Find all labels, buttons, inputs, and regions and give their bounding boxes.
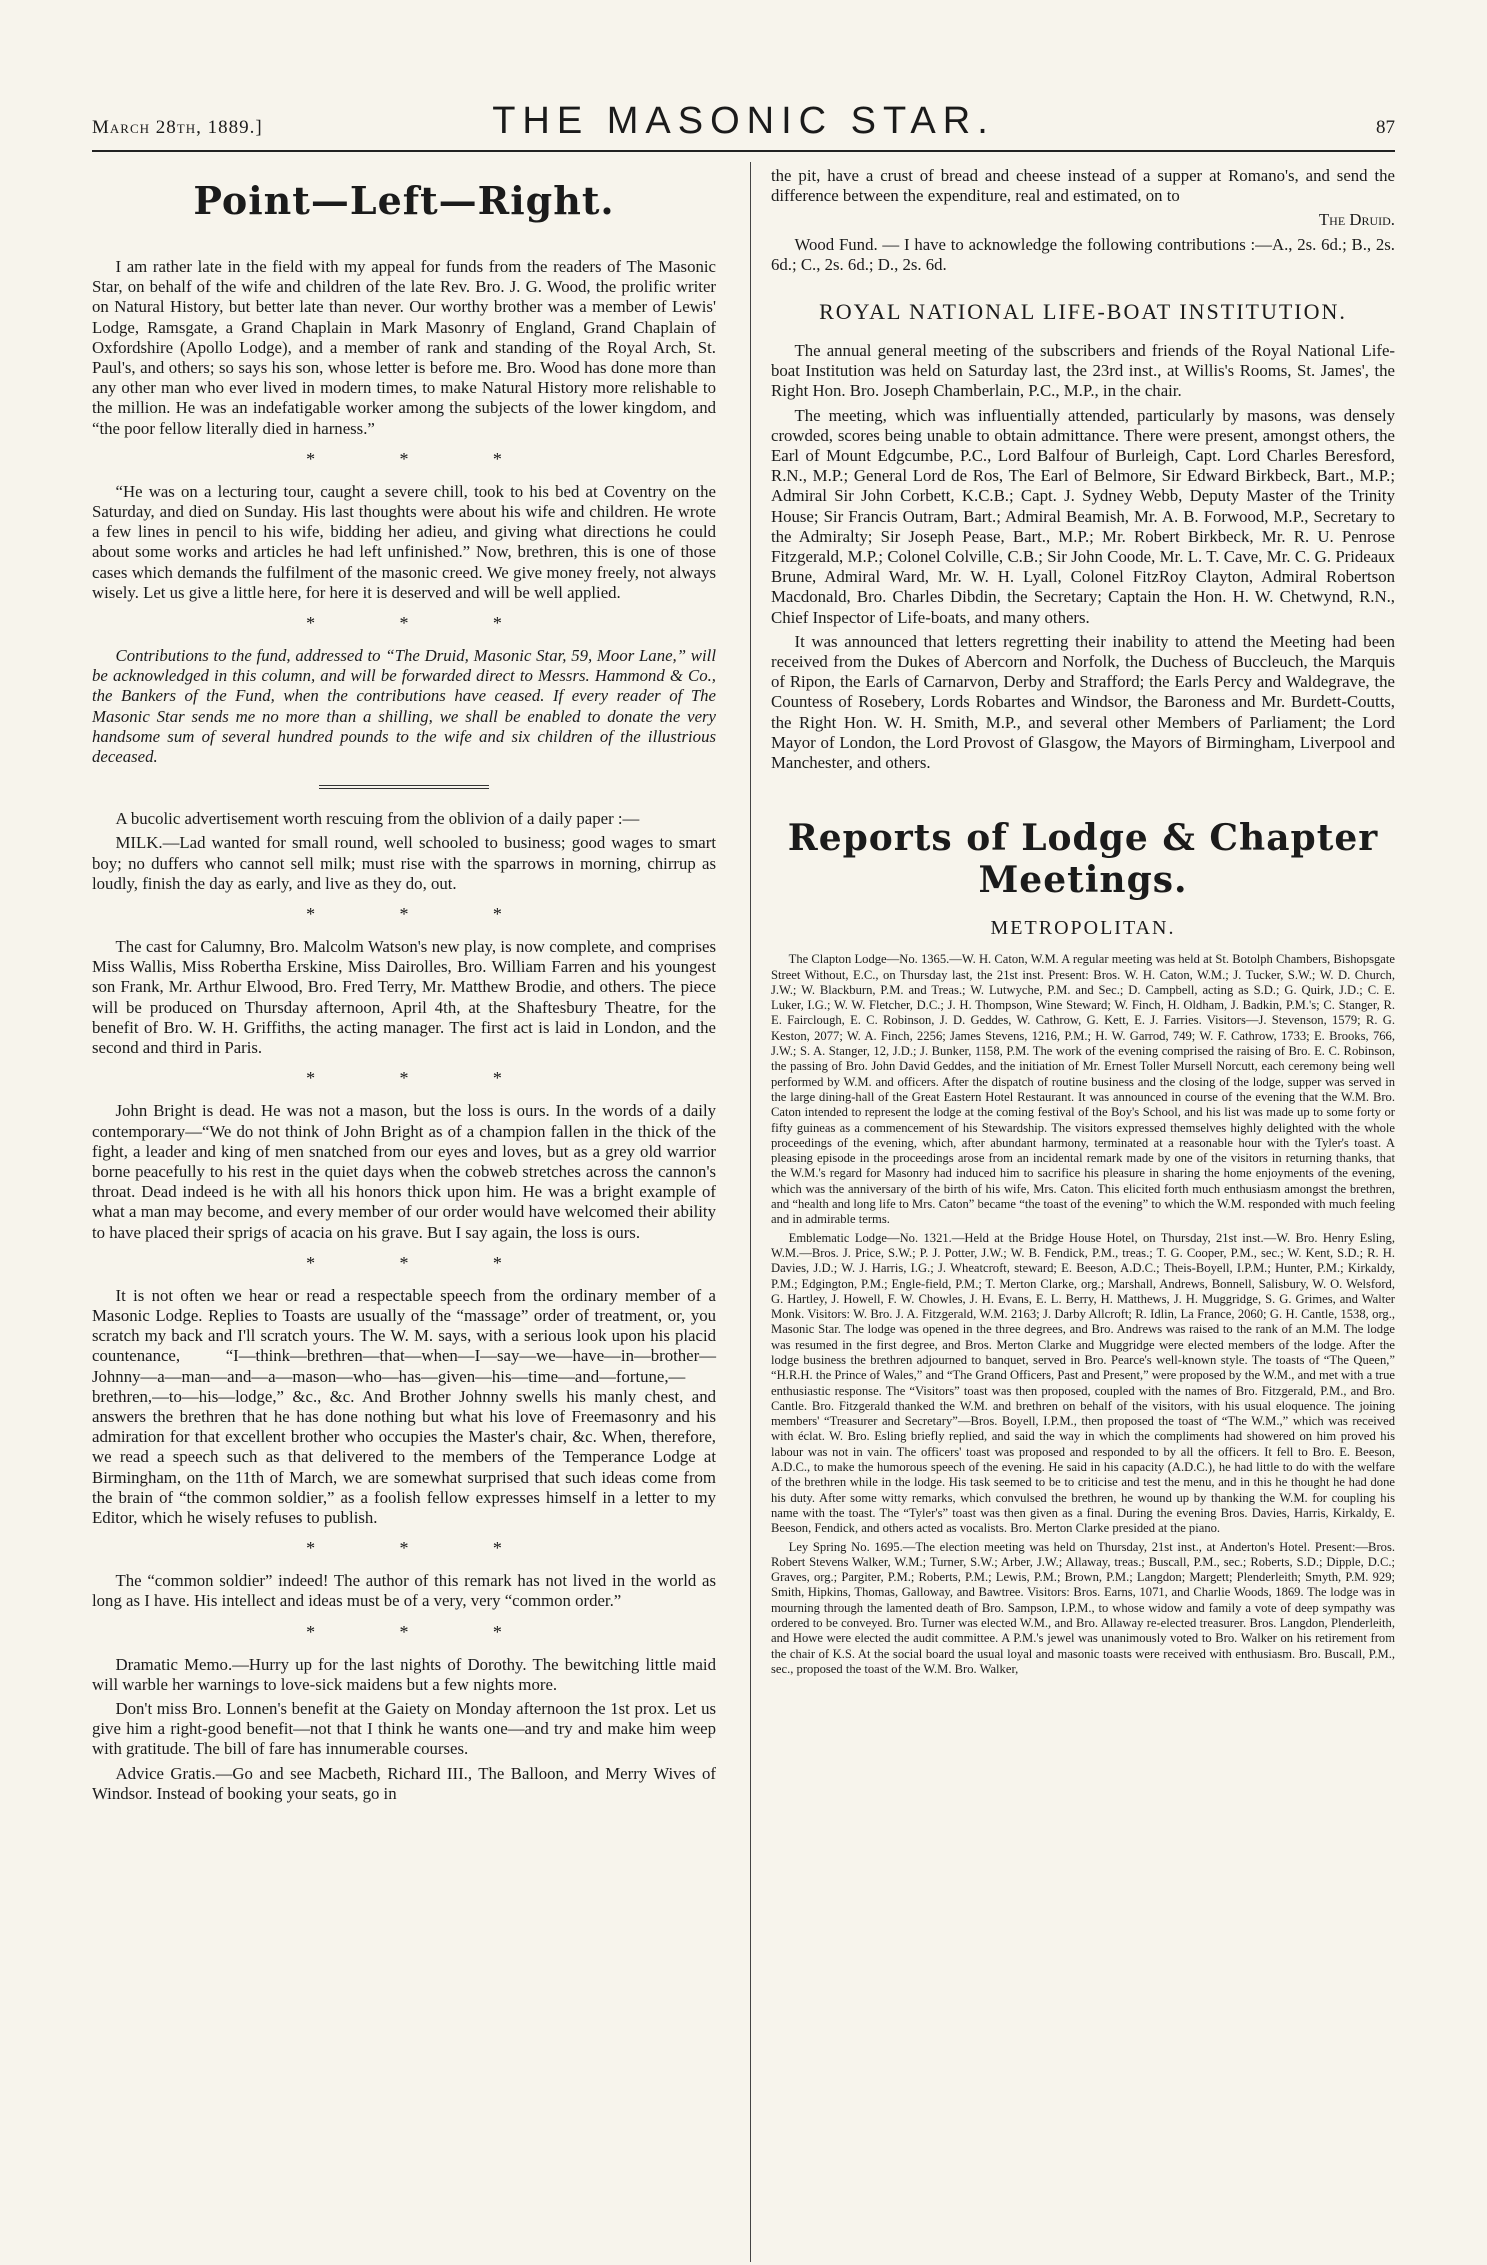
paragraph: “He was on a lecturing tour, caught a severe chill, took to his bed at Coventry on the Saturday, and died on Sunday. His last thoughts were about his wife and children. He wrote a few lines in pencil to his wife, bidding her adieu, and giving what directions he could about some works and articles he had left unfinished.” Now, brethren, this is one of those cases which demands the fulfilment of the masonic creed. We give money freely, not always wisely. Let us give a little here, for here it is deserved and will be well applied. — [92, 481, 716, 602]
section-heading-point-left-right: Point—Left—Right. — [193, 178, 615, 223]
paragraph: the pit, have a crust of bread and cheese instead of a supper at Romano's, and send the difference between the expenditure, real and estimated, on to — [771, 166, 1395, 206]
page-number: 87 — [1375, 117, 1395, 138]
paragraph: It was announced that letters regretting their inability to attend the Meeting had been received from the Dukes of Abercorn and Norfolk, the Duchess of Buccleuch, the Marquis of Ripon, the Earls of Carnarvon, Derby and Strafford; the Earls Percy and Waldegrave, the Countess of Rosebery, Lords Robartes and Windsor, the Baroness and Mr. Burdett-Coutts, the Right Hon. W. H. Smith, M.P., and several other Members of Parliament; the Lord Mayor of London, the Lord Provost of Glasgow, the Mayors of Birmingham, Liverpool and Manchester, and others. — [771, 631, 1395, 773]
paragraph: It is not often we hear or read a respectable speech from the ordinary member of a Masonic Lodge. Replies to Toasts are usually of the “massage” order of treatment, or, you scratch my back and I'll scratch yours. The W. M. says, with a serious look upon his placid countenance, “I—think—brethren—that—when—I—say—we—have—in—brother—Johnny—a—man—and—a—mason—who—has—given—his—time—and—fortune,—brethren,—to—his—lodge,” &c., &c. And Brother Johnny swells his manly chest, and answers the brethren that he has done nothing but what his love of Freemasonry and his admiration for that excellent brother who occupies the Master's chair, &c. When, therefore, we read a speech such as that delivered to the members of the Temperance Lodge at Birmingham, on the 11th of March, we are somewhat surprised that such ideas come from the brain of “the common soldier,” as a foolish fellow expresses himself in a letter to my Editor, which he wisely refuses to publish. — [92, 1285, 716, 1527]
section-heading-reports: Reports of Lodge & Chapter Meetings. — [787, 817, 1379, 902]
subheading-metropolitan: METROPOLITAN. — [990, 917, 1176, 940]
paragraph: MILK.—Lad wanted for small round, well schooled to business; good wages to smart boy; no duffers who cannot sell milk; must rise with the sparrows in morning, chirrup as loudly, finish the day as early, and live as they do, out. — [92, 833, 716, 893]
right-column — [771, 166, 1395, 1808]
report-emblematic-lodge: Emblematic Lodge—No. 1321.—Held at the Bridge House Hotel, on Thursday, 21st inst.—W. Bro. Henry Esling, W.M.—Bros. J. Price, S.W.; P. J. Potter, J.W.; W. B. Fendick, P.M., treas.; T. G. Cooper, P.M., sec.; W. Kent, S.D.; R. H. Davies, J.D.; W. J. Harris, I.G.; J. Wheatcroft, steward; E. Beeson, A.D.C.; Theis-Boyell, I.P.M.; Hunter, P.M.; Kirkaldy, P.M.; Edgington, P.M.; Engle-field, P.M.; T. Merton Clarke, org.; Marshall, Andrews, Bonnell, Salisbury, W. O. Welsford, G. Hartley, J. Howell, F. W. Chowles, J. H. Evans, E. L. Berry, H. Matthews, J. H. Muggridge, S. G. Grimes, and Walter Monk. Visitors: W. Bro. J. A. Fitzgerald, W.M. 2163; J. Darby Allcroft; R. Idlin, La France, 2060; G. H. Cantle, 1538, org., Masonic Star. The lodge was opened in the three degrees, and Bro. Andrews was raised to the rank of an M.M. The lodge was resumed in the first degree, and Bros. Merton Clarke and Muggridge were elected members of the lodge. After the lodge business the brethren adjourned to banquet, served in Bro. Pearce's well-known style. The toasts of “The Queen,” “H.R.H. the Prince of Wales,” and “The Grand Officers, Past and Present,” were proposed by the W.M., and met with a true enthusiastic response. The “Visitors” toast was then proposed, coupled with the names of Bro. Fitzgerald, P.M., and Bro. Cantle. Bro. Fitzgerald thanked the W.M. and brethren on behalf of the visitors, with his usual eloquence. The joining members' “Treasurer and Secretary”—Bros. Boyell, I.P.M., then proposed the toast of “The W.M.,” which was received with éclat. W. Bro. Esling briefly replied, and said the way in which the compliments had showered on him proved his labour was not in vain. The officers' toast was proposed and responded to by all the officers. It fell to Bro. E. Beeson, A.D.C., to make the humorous speech of the evening. He said in his capacity (A.D.C.), he had little to do with the welfare of the brethren while in the lodge. His task seemed to be to criticise and test the menu, and in this he thought he had done his duty. After some witty remarks, which convulsed the brethren, he wound up by thanking the W.M. for coupling his name with the toast. The “Tyler's” toast was then given as a final. During the evening Bros. Davies, Harris, Kirkaldy, E. Beeson, Fendick, and others acted as vocalists. Bro. Merton Clarke presided at the piano. — [771, 1230, 1395, 1536]
asterism-divider: * * * — [306, 613, 502, 634]
issue-date: March 28th, 1889.] — [92, 117, 263, 138]
paragraph: A bucolic advertisement worth rescuing from the oblivion of a daily paper :— — [115, 809, 640, 829]
masthead — [92, 100, 1395, 152]
paragraph: The cast for Calumny, Bro. Malcolm Watson's new play, is now complete, and comprises Miss Wallis, Miss Robertha Erskine, Miss Dairolles, Bro. William Farren and his youngest son Frank, Mr. Arthur Elwood, Bro. Fred Terry, Mr. Matthew Brodie, and others. The piece will be produced on Thursday afternoon, April 4th, at the Shaftesbury Theatre, for the benefit of Bro. W. H. Griffiths, the acting manager. The first act is laid in London, and the second and third in Paris. — [92, 937, 716, 1058]
asterism-divider: * * * — [306, 1068, 502, 1089]
publication-title: THE MASONIC STAR. — [492, 100, 995, 142]
report-clapton-lodge: The Clapton Lodge—No. 1365.—W. H. Caton, W.M. A regular meeting was held at St. Botolph Chambers, Bishopsgate Street Without, E.C., on Thursday last, the 21st inst. Present: Bros. W. H. Caton, W.M.; J. Tucker, S.W.; W. D. Church, J.W.; W. Blackburn, P.M. and Treas.; W. Lutwyche, P.M. and Sec.; D. Campbell, acting as S.D.; G. Quirk, J.D.; C. E. Luker, I.G.; W. W. Fletcher, D.C.; J. H. Thompson, Wine Steward; W. Finch, H. Oldham, J. Badkin, P.M.'s; C. Stanger, R. E. Fairclough, E. C. Robinson, J. D. Geddes, W. Cathrow, G. Kett, E. J. Farries. Visitors—J. Stevenson, 1579; R. G. Keston, 2077; W. A. Finch, 2256; James Stevens, 1216, P.M.; H. W. Garrod, 749; W. F. Cathrow, 1733; E. Brooks, 766, J.W.; S. A. Stanger, 12, J.D.; J. Bunker, 1158, P.M. The work of the evening comprised the raising of Bro. E. C. Robinson, the passing of Bro. John David Geddes, and the initiation of Mr. Ernest Toller Mursell Norcutt, each ceremony being well performed by W.M. and officers. After the dispatch of routine business and the closing of the lodge, supper was served in the large dining-hall of the Great Eastern Hotel Restaurant. It was announced in course of the evening that the W.M. Bro. Caton intended to represent the lodge at the coming festival of the Boy's School, and his list was made up to some forty or fifty guineas as a commencement of his Stewardship. The visitors expressed themselves highly delighted with the whole proceedings of the evening, which, after abundant harmony, terminated at a reasonable hour with the Tyler's toast. A pleasing episode in the proceedings arose from an incidental remark made by one of the visitors in returning thanks, that the W.M.'s regard for Masonry had induced him to sacrifice his pleasure in sharing the home enjoyments of the evening, which was the anniversary of the birth of his wife, Mrs. Caton. This elicited forth much enthusiasm amongst the brethren, and “health and long life to Mrs. Caton” became “the toast of the evening” to which the W.M. responded with much feeling and in admirable terms. — [771, 952, 1395, 1227]
signature: The Druid. — [1318, 210, 1395, 230]
paragraph: The annual general meeting of the subscribers and friends of the Royal National Life-boat Institution was held on Saturday last, the 23rd inst., at Willis's Rooms, St. James', the Right Hon. Bro. Joseph Chamberlain, P.C., M.P., in the chair. — [771, 341, 1395, 401]
columns — [92, 166, 1395, 1808]
asterism-divider: * * * — [306, 448, 502, 469]
paragraph: Wood Fund. — I have to acknowledge the following contributions :—A., 2s. 6d.; B., 2s. 6d.; C., 2s. 6d.; D., 2s. 6d. — [771, 234, 1395, 274]
paragraph: Advice Gratis.—Go and see Macbeth, Richard III., The Balloon, and Merry Wives of Windsor. Instead of booking your seats, go in — [92, 1763, 716, 1803]
asterism-divider: * * * — [306, 1538, 502, 1559]
asterism-divider: * * * — [306, 1252, 502, 1273]
asterism-divider: * * * — [306, 904, 502, 925]
paragraph: The meeting, which was influentially attended, particularly by masons, was densely crowded, scores being unable to obtain admittance. There were present, amongst others, the Earl of Mount Edgcumbe, P.C., Lord Balfour of Burleigh, Capt. Lord Charles Beresford, R.N., M.P.; General Lord de Ros, The Earl of Belmore, Sir Edward Birkbeck, Bart., M.P.; Admiral Sir John Corbett, K.C.B.; Capt. J. Sydney Webb, Deputy Master of the Trinity House; Sir Francis Outram, Bart.; Admiral Beamish, Mr. A. B. Forwood, M.P., Secretary to the Admiralty; Sir Joseph Pease, Bart., M.P.; Mr. Robert Birkbeck, Mr. R. U. Penrose Fitzgerald, M.P.; Colonel Colville, C.B.; Sir John Coode, Mr. L. T. Cave, Mr. C. G. Prideaux Brune, Admiral Ward, Mr. W. H. Lyall, Colonel FitzRoy Clayton, Admiral Robertson Macdonald, Bro. Charles Dibdin, the Secretary; Captain the Hon. H. W. Chetwynd, R.N., Chief Inspector of Life-boats, and many others. — [771, 405, 1395, 627]
report-ley-spring: Ley Spring No. 1695.—The election meeting was held on Thursday, 21st inst., at Anderton's Hotel. Present:—Bros. Robert Stevens Walker, W.M.; Turner, S.W.; Arber, J.W.; Allaway, treas.; Buscall, P.M., sec.; Roberts, S.D.; Dipple, D.C.; Graves, org.; Pargiter, P.M.; Roberts, P.M.; Lewis, P.M.; Brown, P.M.; Langdon; Margett; Plenderleith; Smyth, P.M. 929; Smith, Hipkins, Thomas, Galloway, and Bawtree. Visitors: Bros. Earns, 1071, and Charlie Woods, 1869. The lodge was in mourning through the lamented death of Bro. Sampson, I.P.M., to whose widow and family a vote of deep sympathy was ordered to be conveyed. Bro. Turner was elected W.M., and Bro. Allaway re-elected treasurer. Bros. Langdon, Plenderleith, and Howe were elected the audit committee. A P.M.'s jewel was unanimously voted to Bro. Walker on his retirement from the chair of K.S. At the social board the usual loyal and masonic toasts were received with enthusiasm. Bro. Buscall, P.M., sec., proposed the toast of the W.M. Bro. Walker, — [771, 1539, 1395, 1676]
paragraph: John Bright is dead. He was not a mason, but the loss is ours. In the words of a daily contemporary—“We do not think of John Bright as of a champion fallen in the thick of the fight, a leader and king of men snatched from our eyes and loves, but as a grey old warrior borne peacefully to his rest in the quiet days when the cobweb stretches across the cannon's throat. Dead indeed is he with all his honors thick upon him. He was a bright example of what a man may become, and every member of our order would have welcomed their ability to have placed their sprigs of acacia on his grave. But I say again, the loss is ours. — [92, 1101, 716, 1242]
column-rule — [750, 162, 751, 2262]
paragraph-contributions: Contributions to the fund, addressed to “The Druid, Masonic Star, 59, Moor Lane,” will be acknowledged in this column, and will be forwarded direct to Messrs. Hammond & Co., the Bankers of the Fund, when the contributions have ceased. If every reader of The Masonic Star sends me no more than a shilling, we shall be enabled to donate the very handsome sum of several hundred pounds to the wife and six children of the illustrious deceased. — [92, 646, 716, 767]
section-heading-lifeboat: ROYAL NATIONAL LIFE-BOAT INSTITUTION. — [819, 299, 1347, 325]
paragraph: Don't miss Bro. Lonnen's benefit at the Gaiety on Monday afternoon the 1st prox. Let us give him a right-good benefit—not that I think he wants one—and try and make him weep with gratitude. The bill of fare has innumerable courses. — [92, 1698, 716, 1759]
paragraph: The “common soldier” indeed! The author of this remark has not lived in the world as long as I have. His intellect and ideas must be of a very, very “common order.” — [92, 1571, 716, 1611]
asterism-divider: * * * — [306, 1621, 502, 1642]
paragraph: Dramatic Memo.—Hurry up for the last nights of Dorothy. The bewitching little maid will warble her warnings to love-sick maidens but a few nights more. — [92, 1654, 716, 1694]
ornamental-rule — [319, 785, 489, 789]
paragraph: I am rather late in the field with my appeal for funds from the readers of The Masonic Star, on behalf of the wife and children of the late Rev. Bro. J. G. Wood, the prolific writer on Natural History, but better late than never. Our worthy brother was a member of Lewis' Lodge, Ramsgate, a Grand Chaplain in Mark Masonry of England, Grand Chaplain of Oxfordshire (Apollo Lodge), and a member of rank and standing of the Royal Arch, St. Paul's, and others; so says his son, whose letter is before me. Bro. Wood has done more than any other man who ever lived in modern times, to make Natural History more relishable to the million. He was an indefatigable worker among the subjects of the lower kingdom, and “the poor fellow literally died in harness.” — [92, 257, 716, 438]
left-column — [92, 166, 716, 1808]
lodge-reports — [771, 952, 1395, 1677]
